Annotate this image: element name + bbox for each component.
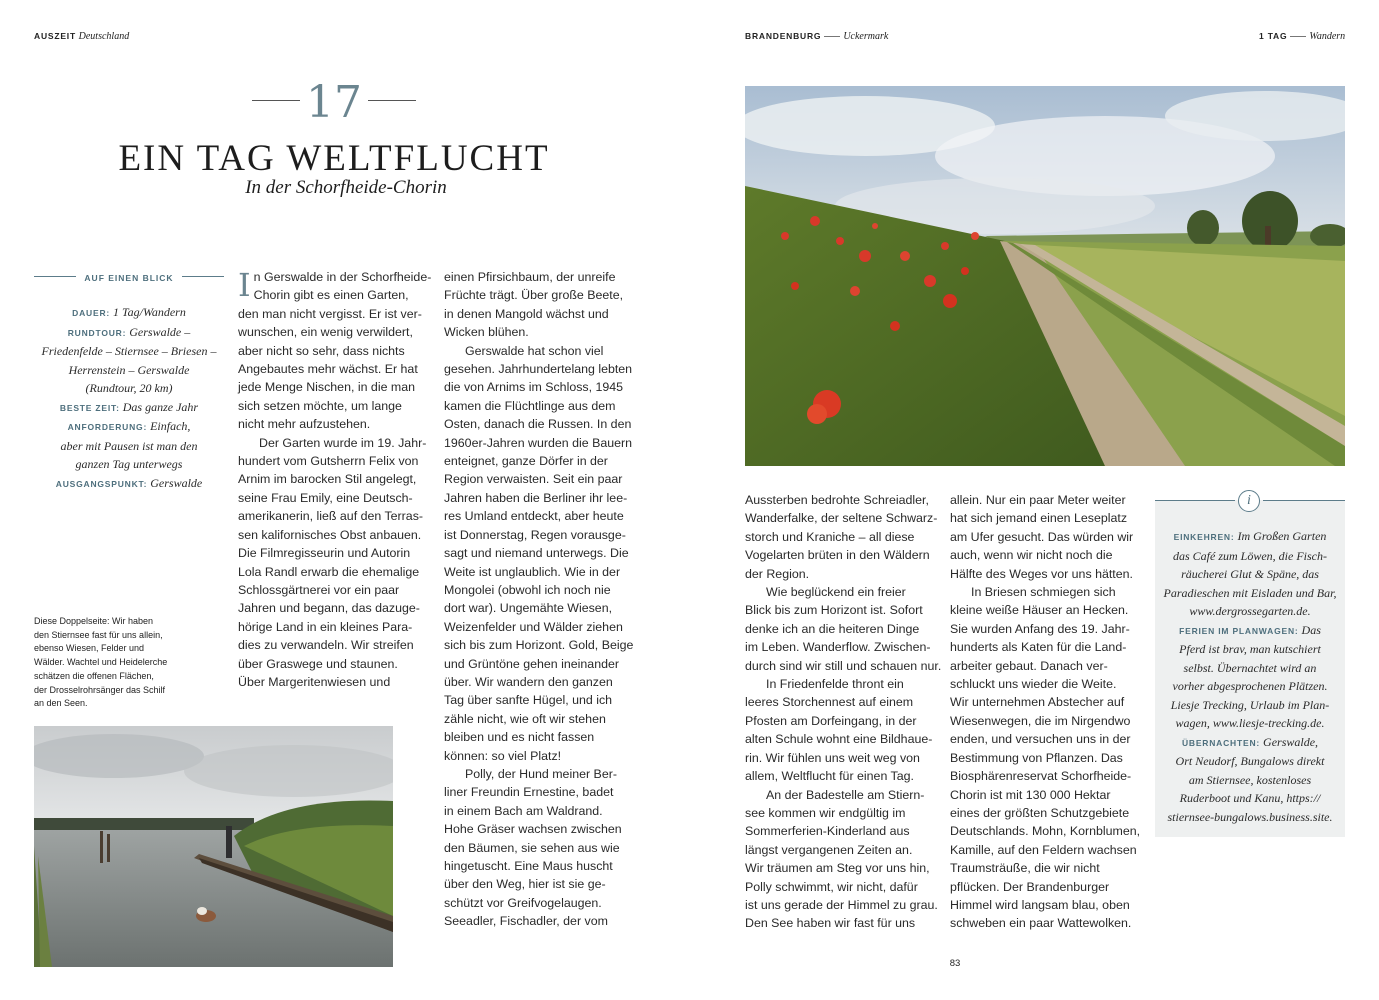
body-line: In Friedenfelde thront ein — [766, 677, 904, 692]
body-line: Mongolei (obwohl ich noch nie — [444, 582, 611, 597]
body-line: Lola Randl erwarb die ehemalige — [238, 564, 420, 579]
body-line: amerikanerin, ließ auf den Terras- — [238, 509, 424, 524]
body-line: aber nicht so sehr, dass nichts — [238, 343, 405, 358]
route-value-line: Friedenfelde – Stiernsee – Briesen – — [41, 344, 217, 358]
body-line: Wiesenwegen, die im Nirgendwo — [950, 713, 1131, 728]
body-line: Polly, der Hund meiner Ber- — [465, 766, 617, 781]
body-line: allein. Nur ein paar Meter weiter — [950, 493, 1126, 507]
body-line: hat sich jemand einen Leseplatz — [950, 511, 1128, 526]
route-label: RUNDTOUR: — [67, 327, 127, 338]
body-line: Tag über sanfte Hügel, und ich — [444, 693, 613, 708]
body-line: Über Margeritenwiesen und — [238, 674, 391, 689]
body-line: Kamille, auf den Feldern wachsen — [950, 842, 1137, 857]
body-line: über Graswege und staunen. — [238, 656, 398, 671]
running-head-dash — [1290, 36, 1306, 37]
glance-rule-right — [182, 276, 224, 277]
body-line: sich setzen möchte, um lange — [238, 398, 402, 413]
body-line: und Grüntöne gehen ineinander — [444, 656, 619, 671]
body-line: in denen Mangold wächst und — [444, 306, 609, 321]
body-line: eines der größten Schutzgebiete — [950, 805, 1130, 820]
info-line: Ruderboot und Kanu, https:// — [1179, 791, 1321, 805]
body-line: über. Wir wandern den ganzen — [444, 674, 613, 689]
body-line: gesehen. Jahrhundertelang lebten — [444, 362, 633, 377]
info-line: das Café zum Löwen, die Fisch- — [1173, 548, 1327, 563]
info-line: vorher abgesprochenen Plätzen. — [1172, 679, 1328, 693]
caption-line: ebenso Wiesen, Felder und — [34, 643, 145, 654]
body-line: 1960er-Jahren wurden die Bauern — [444, 435, 633, 450]
info-body — [1155, 500, 1345, 837]
running-head-activity — [1259, 31, 1345, 42]
body-line: liner Freundin Ernestine, badet — [444, 785, 614, 800]
chapter-rule-right — [368, 100, 416, 101]
poppy-field-photo — [745, 86, 1345, 466]
body-line: enden, und versuchen uns in der — [950, 732, 1131, 747]
running-head-duration: 1 TAG — [1259, 31, 1288, 41]
at-a-glance-box — [34, 268, 224, 493]
info-line: am Stiernsee, kostenloses — [1188, 772, 1312, 787]
body-line: hingetuscht. Eine Maus huscht — [444, 859, 613, 873]
body-line: allem, Weltflucht für einen Tag. — [745, 769, 914, 784]
info-line: stiernsee-bungalows.business.site. — [1167, 809, 1333, 824]
body-line: Hälfte des Weges vor uns hätten. — [950, 566, 1133, 581]
body-line: Weizenfelder und Wälder ziehen — [444, 619, 623, 634]
info-line: Gerswalde, — [1263, 734, 1319, 749]
body-line: Wie beglückend ein freier — [766, 585, 906, 600]
body-line: über den Weg, hier ist sie ge- — [444, 877, 606, 892]
body-line: Sie wurden Anfang des 19. Jahr- — [950, 621, 1130, 636]
body-line: am Ufer gesucht. Das würden wir — [950, 529, 1134, 544]
info-line: selbst. Übernachtet wird an — [1183, 660, 1317, 675]
body-line: längst vergangenen Zeiten an. — [745, 842, 913, 857]
body-line: einen Pfirsichbaum, der unreife — [444, 270, 616, 284]
body-line: Chorin ist mit 130 000 Hektar — [950, 787, 1111, 802]
body-line: Wanderfalke, der seltene Schwarz- — [745, 511, 938, 526]
info-line: Das — [1301, 622, 1321, 637]
body-line: arbeiter gebaut. Danach ver- — [950, 658, 1108, 673]
body-line: zähle nicht, wie oft wir stehen — [444, 711, 606, 726]
body-line: Wir unternehmen Abstecher auf — [950, 695, 1125, 710]
body-line: Osten, danach die Russen. In den — [444, 417, 632, 432]
body-line: ist uns gerade der Himmel zu grau. — [745, 897, 938, 912]
body-line: Pfosten am Dorfeingang, in der — [745, 713, 917, 728]
running-head-left — [34, 31, 129, 42]
body-line: Hohe Gräser wachsen zwischen — [444, 822, 622, 837]
requirement-value: Einfach, — [150, 419, 191, 433]
body-line: Wicken blühen. — [444, 325, 529, 340]
duration-value: 1 Tag/Wandern — [113, 305, 186, 319]
body-line: storch und Kraniche – all diese — [745, 529, 915, 544]
body-line: In Briesen schmiegen sich — [971, 585, 1116, 600]
body-line: Blick bis zum Horizont ist. Sofort — [745, 603, 923, 618]
info-rule-left — [1155, 500, 1235, 501]
route-value: Gerswalde – — [129, 324, 191, 339]
body-line: pflücken. Der Brandenburger — [950, 879, 1110, 894]
caption-line: Wälder. Wachtel und Heidelerche — [34, 657, 168, 668]
caption-line: der Drosselrohrsänger das Schilf — [34, 684, 166, 695]
info-rule-right — [1263, 500, 1345, 501]
info-line: www.dergrossegarten.de. — [1189, 604, 1311, 618]
body-line: seine Frau Emily, eine Deutsch- — [238, 490, 413, 505]
body-line: ist Donnerstag, Regen vorausge- — [444, 527, 626, 542]
body-line: Bestimmung von Pflanzen. Das — [950, 750, 1123, 765]
body-column-4 — [950, 491, 1146, 933]
duration-label: DAUER: — [72, 308, 111, 318]
info-line: Liesje Trecking, Urlaub im Plan- — [1170, 697, 1330, 712]
body-line: rin. Wir fühlen uns weit weg von — [745, 750, 920, 765]
lake-photo — [34, 726, 393, 967]
running-head-dash — [824, 36, 840, 37]
best-time-label: BESTE ZEIT: — [59, 402, 120, 413]
right-page — [690, 0, 1379, 1000]
body-line: dort war). Ungemähte Wiesen, — [444, 601, 613, 616]
body-line: der Region. — [745, 566, 810, 581]
info-line: Pferd ist brav, man kutschiert — [1179, 642, 1321, 656]
body-column-3 — [745, 491, 941, 933]
caption-line: den Stiernsee fast für uns allein, — [34, 629, 163, 640]
body-line: res Umland entdeckt, aber heute — [444, 509, 624, 524]
body-line: An der Badestelle am Stiern- — [766, 787, 925, 802]
at-a-glance-heading — [34, 268, 224, 286]
photo-caption — [34, 615, 184, 711]
running-head-region-name: BRANDENBURG — [745, 31, 822, 41]
body-line: Polly schwimmt, wir nicht, dafür — [745, 879, 918, 894]
body-line: Der Garten wurde im 19. Jahr- — [259, 435, 427, 450]
body-line: hunderts als Katen für die Land- — [950, 640, 1127, 655]
body-line: alten Schule wohnt eine Bildhaue- — [745, 732, 933, 747]
body-line: die von Arnims im Schloss, 1945 — [444, 380, 624, 395]
glance-heading-text: AUF EINEN BLICK — [84, 273, 174, 283]
body-line: Angebautes mehr wächst. Er hat — [238, 362, 418, 377]
info-line: Paradieschen mit Eisladen und Bar, — [1163, 585, 1337, 600]
body-line: kleine weiße Häuser an Hecken. — [950, 603, 1129, 618]
body-line: Vogelarten brüten in den Wäldern — [745, 548, 930, 563]
chapter-number: 17 — [306, 77, 362, 128]
running-head-area: Uckermark — [843, 31, 889, 42]
body-line: Traumsträuße, die wir nicht — [950, 861, 1100, 876]
start-label: AUSGANGSPUNKT: — [55, 478, 148, 489]
body-line: Deutschlands. Mohn, Kornblumen, — [950, 824, 1141, 839]
body-column-1 — [238, 268, 430, 691]
info-line: Ort Neudorf, Bungalows direkt — [1175, 754, 1325, 768]
caption-line: Diese Doppelseite: Wir haben — [34, 616, 154, 626]
body-line: Himmel wird langsam blau, oben — [950, 897, 1130, 912]
start-value: Gerswalde — [150, 475, 203, 490]
at-a-glance-body — [34, 303, 224, 493]
body-line: im Leben. Wanderflow. Zwischen- — [745, 640, 931, 655]
body-line: schluckt uns wieder die Weite. — [950, 677, 1117, 692]
body-line: wunschen, ein wenig verwildert, — [238, 325, 413, 340]
route-value-line: (Rundtour, 20 km) — [85, 381, 173, 395]
body-line: Jahren und begann, das dazuge- — [238, 601, 420, 616]
body-line: hundert vom Gutsherrn Felix von — [238, 454, 419, 469]
info-line: räucherei Glut & Späne, das — [1181, 567, 1319, 581]
body-line: bleiben und es nicht fassen — [444, 730, 595, 745]
body-line: den Bäumen, sie sehen aus wie — [444, 840, 620, 855]
body-line: Biosphärenreservat Schorfheide- — [950, 769, 1132, 784]
caption-line: an den Seen. — [34, 698, 88, 709]
body-line: Gerswalde hat schon viel — [465, 343, 604, 358]
body-line: Schlossgärtnerei vor ein paar — [238, 582, 400, 597]
chapter-title: EIN TAG WELTFLUCHT — [118, 138, 550, 179]
body-line: Früchte trägt. Über große Beete, — [444, 288, 624, 303]
body-line: kamen die Flüchtlinge aus dem — [444, 398, 616, 413]
body-line: Arnim im barocken Stil angelegt, — [238, 472, 417, 487]
body-line: n Gerswalde in der Schorfheide- — [253, 270, 432, 284]
running-head-country: Deutschland — [78, 31, 130, 42]
requirement-value-line: aber mit Pausen ist man den — [60, 438, 198, 453]
running-head-activity-name: Wandern — [1309, 31, 1346, 42]
body-line: leeres Storchennest auf einem — [745, 695, 914, 710]
body-line: nicht mehr aufzustehen. — [238, 417, 371, 432]
requirement-value-line: ganzen Tag unterwegs — [75, 457, 183, 471]
stay-label: ÜBERNACHTEN: — [1181, 737, 1261, 748]
body-line: Jahren haben die Berliner ihr lee- — [444, 490, 628, 505]
eat-label: EINKEHREN: — [1173, 532, 1235, 542]
body-line: schweben ein paar Wattewolken. — [950, 916, 1132, 931]
info-heading — [1155, 490, 1345, 512]
body-line: Wir träumen am Steg vor uns hin, — [745, 861, 930, 876]
body-column-2 — [444, 268, 640, 931]
body-line: Sommerferien-Kinderland aus — [745, 824, 910, 839]
body-line: in einem Bach am Waldrand. — [444, 803, 603, 818]
body-line: sagt und niemand unterwegs. Die — [444, 546, 629, 561]
body-line: denke ich an die heiteren Dinge — [745, 621, 920, 636]
body-line: auch, wenn wir nicht noch die — [950, 548, 1113, 563]
body-line: jede Menge Nischen, in die man — [238, 380, 416, 395]
running-head-region — [745, 31, 888, 42]
best-time-value: Das ganze Jahr — [122, 399, 199, 414]
body-line: schützt vor Greifvogelaugen. — [444, 895, 602, 910]
chapter-number-block — [252, 78, 416, 128]
page-number: 83 — [949, 958, 961, 969]
body-line: können: so viel Platz! — [444, 748, 562, 763]
body-line: durch sind wir still und schauen nur. — [745, 658, 942, 673]
info-icon: i — [1238, 490, 1260, 512]
info-sidebar — [1155, 490, 1345, 837]
body-line: enteignet, ganze Dörfer in der — [444, 454, 608, 469]
body-line: den man nicht vergisst. Er ist ver- — [238, 306, 422, 321]
body-line: Weite ist unglaublich. Wie in der — [444, 564, 621, 579]
body-line: Seeadler, Fischadler, der vom — [444, 914, 608, 929]
body-line: hörige Land in ein kleines Para- — [238, 619, 413, 634]
running-head-section: AUSZEIT — [34, 31, 76, 41]
glance-rule-left — [34, 276, 76, 277]
info-line: wagen, www.liesje-trecking.de. — [1175, 716, 1325, 730]
body-line: Region verwaisten. Seit ein paar — [444, 472, 623, 487]
body-line: dies zu verwandeln. Wir streifen — [238, 638, 414, 653]
route-value-line: Herrenstein – Gerswalde — [68, 362, 190, 377]
wagon-label: FERIEN IM PLANWAGEN: — [1179, 625, 1299, 636]
caption-line: schätzen die offenen Flächen, — [34, 670, 154, 681]
body-line: sich bis zum Horizont. Gold, Beige — [444, 638, 634, 653]
body-line: Den See haben wir fast für uns — [745, 916, 916, 931]
body-line: Aussterben bedrohte Schreiadler, — [745, 493, 929, 507]
body-line: sen kalifornisches Obst anbauen. — [238, 527, 422, 542]
requirement-label: ANFORDERUNG: — [67, 422, 148, 432]
chapter-subtitle: In der Schorfheide-Chorin — [245, 177, 447, 198]
body-line: Die Filmregisseurin und Autorin — [238, 546, 411, 561]
info-line: Im Großen Garten — [1237, 529, 1327, 543]
body-line: Chorin gibt es einen Garten, — [253, 288, 409, 303]
drop-cap: I — [238, 266, 251, 304]
body-line: see kommen wir endgültig im — [745, 805, 906, 820]
